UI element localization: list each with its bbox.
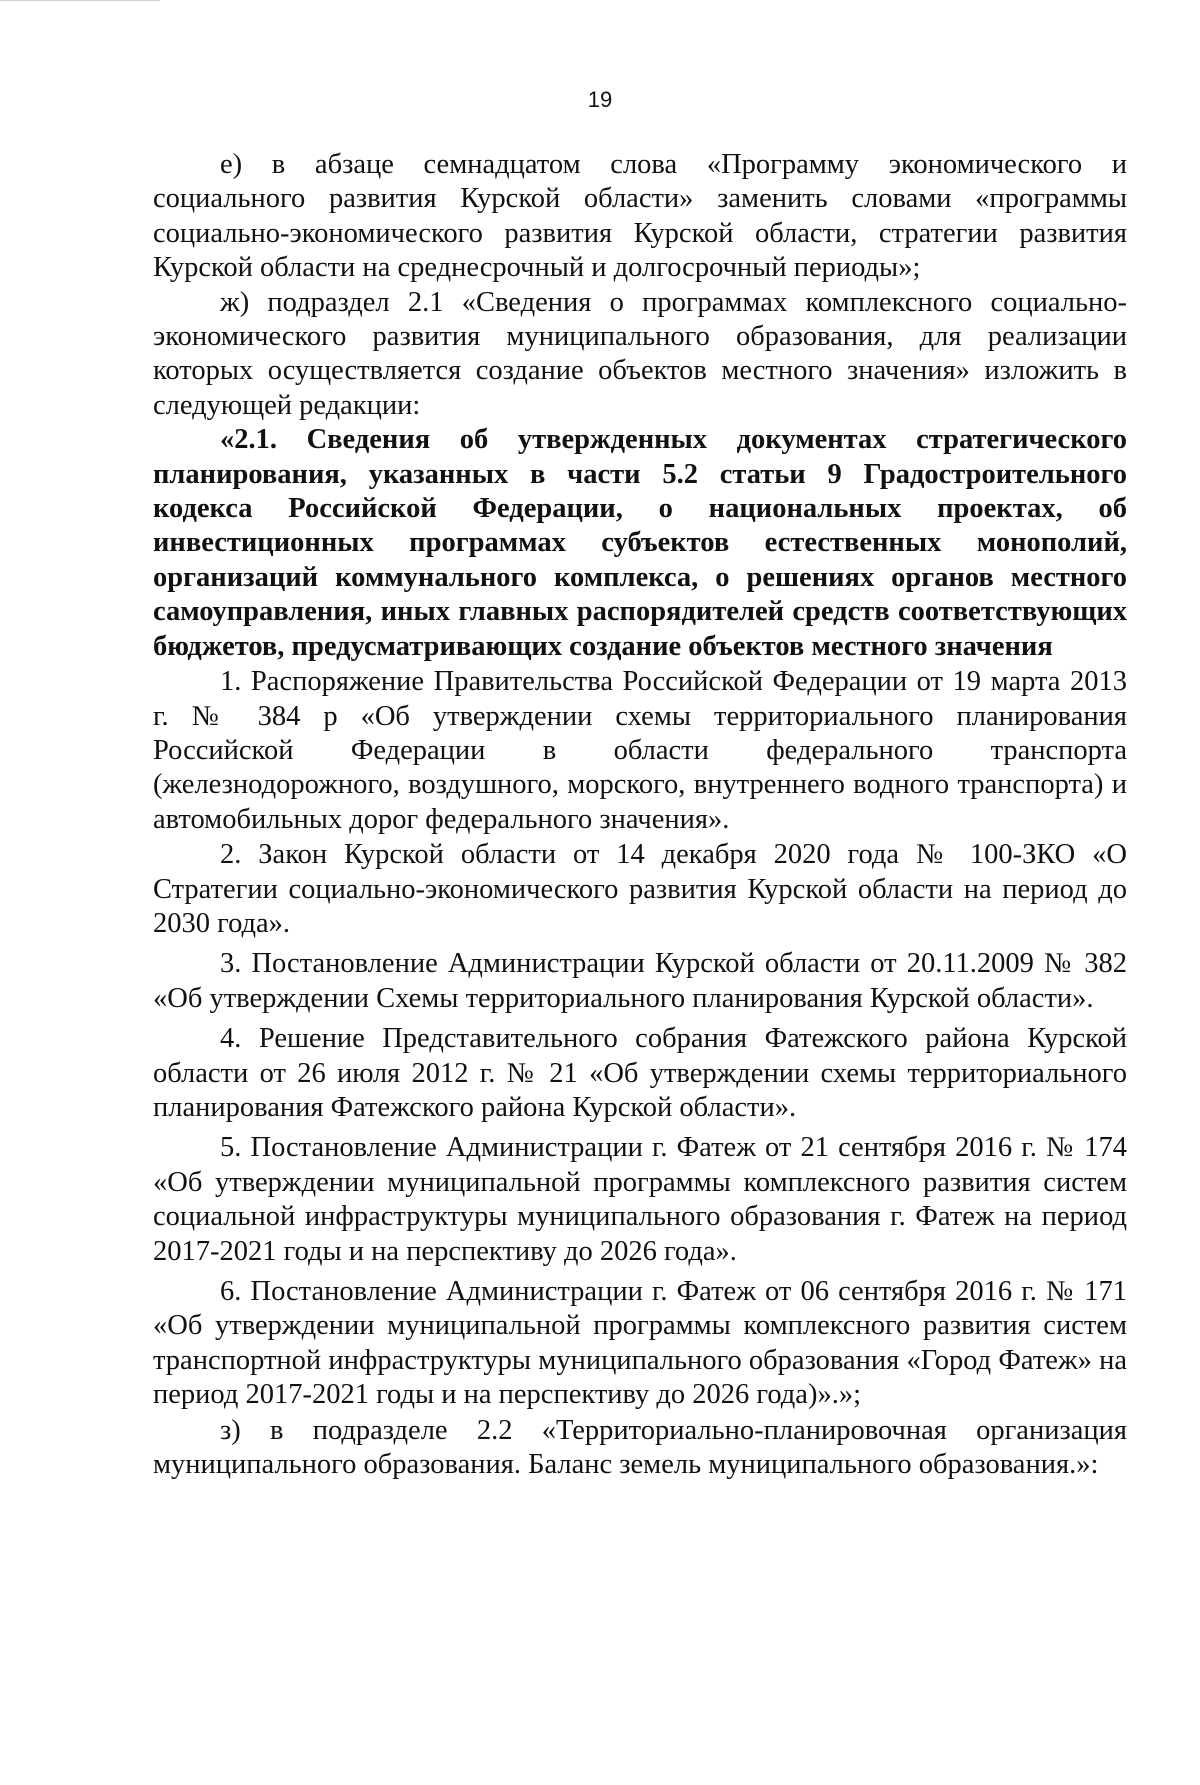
- page-number: 19: [587, 87, 613, 112]
- list-item-1: 1. Распоряжение Правительства Российской Федерации от 19 марта 2013 г. № 384 р «Об утверждении схемы территориального планирования Российской Федерации в области федерального транспорта (железнодорожного, воздушного, морского, внутреннего водного транспорта) и автомобильных дорог федерального значения».: [153, 666, 1127, 835]
- document-body: [153, 148, 1127, 1482]
- list-item-2: 2. Закон Курской области от 14 декабря 2020 года № 100-ЗКО «О Стратегии социально-экономического развития Курской области на период до 2030 года».: [153, 839, 1127, 939]
- list-item-5: 5. Постановление Администрации г. Фатеж от 21 сентября 2016 г. № 174 «Об утверждении муниципальной программы комплексного развития систем социальной инфраструктуры муниципального образования г. Фатеж на период 2017-2021 годы и на перспективу до 2026 года».: [153, 1132, 1127, 1267]
- list-item-3: 3. Постановление Администрации Курской области от 20.11.2009 № 382 «Об утверждении Схемы территориального планирования Курской области».: [153, 948, 1127, 1014]
- list-item-4: 4. Решение Представительного собрания Фатежского района Курской области от 26 июля 2012 г. № 21 «Об утверждении схемы территориального планирования Фатежского района Курской области».: [153, 1023, 1127, 1123]
- section-heading-2-1: «2.1. Сведения об утвержденных документах стратегического планирования, указанных в части 5.2 статьи 9 Градостроительного кодекса Российской Федерации, о национальных проектах, об инвестиционных программах субъектов естественных монополий, организаций коммунального комплекса, о решениях органов местного самоуправления, иных главных распорядителей средств соответствующих бюджетов, предусматривающих создание объектов местного значения: [153, 424, 1127, 662]
- paragraph-zh: ж) подраздел 2.1 «Сведения о программах комплексного социально-экономического развития муниципального образования, для реализации которых осуществляется создание объектов местного значения» изложить в следующей редакции:: [153, 286, 1127, 421]
- scan-edge-mark: [0, 0, 160, 1]
- paragraph-z: з) в подразделе 2.2 «Территориально-планировочная организация муниципального образования. Баланс земель муниципального образования.»:: [153, 1414, 1127, 1481]
- paragraph-e: е) в абзаце семнадцатом слова «Программу экономического и социального развития Курской области» заменить словами «программы социально-экономического развития Курской области, стратегии развития Курской области на среднесрочный и долгосрочный периоды»;: [153, 149, 1127, 284]
- list-item-6: 6. Постановление Администрации г. Фатеж от 06 сентября 2016 г. № 171 «Об утверждении муниципальной программы комплексного развития систем транспортной инфраструктуры муниципального образования «Город Фатеж» на период 2017-2021 годы и на перспективу до 2026 года)».»;: [153, 1276, 1127, 1411]
